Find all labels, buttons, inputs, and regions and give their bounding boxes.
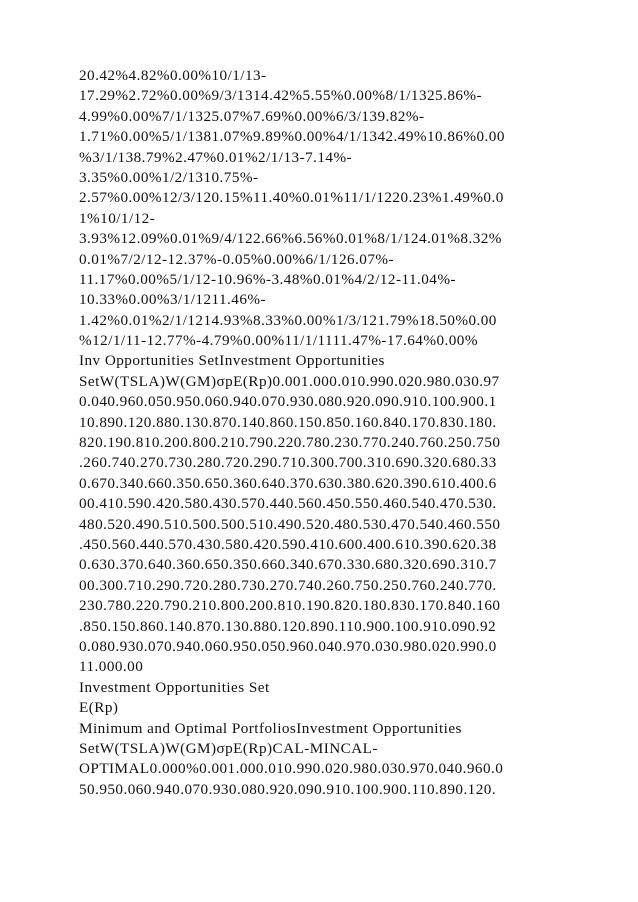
text-line: 0.01%7/2/12-12.37%-0.05%0.00%6/1/126.07%-: [79, 250, 394, 268]
text-line: 10.890.120.880.130.870.140.860.150.850.160.840.170.830.180.: [79, 413, 497, 431]
text-line: 2.57%0.00%12/3/120.15%11.40%0.01%11/1/1220.23%1.49%0.0: [79, 189, 504, 207]
text-line: .850.150.860.140.870.130.880.120.890.110.900.100.910.090.92: [79, 617, 497, 635]
text-line: 0.630.370.640.360.650.350.660.340.670.330.680.320.690.310.7: [79, 556, 497, 574]
text-line: 1.71%0.00%5/1/1381.07%9.89%0.00%4/1/1342.49%10.86%0.00: [79, 128, 505, 146]
text-line: 820.190.810.200.800.210.790.220.780.230.770.240.760.250.750: [79, 434, 501, 452]
text-line: 11.000.00: [79, 658, 144, 676]
section-heading: Minimum and Optimal PortfoliosInvestment Opportunities: [79, 719, 462, 737]
text-line: SetW(TSLA)W(GM)σpE(Rp)CAL-MINCAL-: [79, 739, 378, 757]
text-line: 10.33%0.00%3/1/1211.46%-: [79, 291, 266, 309]
section-heading: Investment Opportunities Set: [79, 678, 270, 696]
text-line: 4.99%0.00%7/1/1325.07%7.69%0.00%6/3/139.82%-: [79, 107, 425, 125]
text-line: 3.93%12.09%0.01%9/4/122.66%6.56%0.01%8/1/124.01%8.32%: [79, 230, 502, 248]
text-line: 1.42%0.01%2/1/1214.93%8.33%0.00%1/3/121.79%18.50%0.00: [79, 311, 497, 329]
text-line: 230.780.220.790.210.800.200.810.190.820.180.830.170.840.160: [79, 597, 501, 615]
text-line: 00.410.590.420.580.430.570.440.560.450.550.460.540.470.530.: [79, 495, 497, 513]
text-line: .450.560.440.570.430.580.420.590.410.600.400.610.390.620.38: [79, 535, 497, 553]
text-line: 20.42%4.82%0.00%10/1/13-: [79, 67, 267, 84]
text-line: OPTIMAL0.000%0.001.000.010.990.020.980.030.970.040.960.0: [79, 760, 504, 778]
text-line: 0.080.930.070.940.060.950.050.960.040.970.030.980.020.990.0: [79, 637, 497, 655]
text-line: SetW(TSLA)W(GM)σpE(Rp)0.001.000.010.990.020.980.030.97: [79, 372, 500, 390]
text-line: 480.520.490.510.500.500.510.490.520.480.530.470.540.460.550: [79, 515, 501, 533]
text-line: E(Rp): [79, 699, 119, 717]
text-line: 0.040.960.050.950.060.940.070.930.080.920.090.910.100.900.1: [79, 393, 497, 411]
text-line: 1%10/1/12-: [79, 209, 156, 227]
document-text: [79, 66, 569, 800]
text-line: %12/1/11-12.77%-4.79%0.00%11/1/1111.47%-17.64%0.00%: [79, 332, 478, 350]
text-line: 17.29%2.72%0.00%9/3/1314.42%5.55%0.00%8/1/1325.86%-: [79, 87, 483, 105]
text-line: .260.740.270.730.280.720.290.710.300.700.310.690.320.680.33: [79, 454, 497, 472]
text-line: 0.670.340.660.350.650.360.640.370.630.380.620.390.610.400.6: [79, 474, 497, 492]
text-line: 3.35%0.00%1/2/1310.75%-: [79, 168, 259, 186]
text-line: %3/1/138.79%2.47%0.01%2/1/13-7.14%-: [79, 148, 353, 166]
text-line: 50.950.060.940.070.930.080.920.090.910.100.900.110.890.120.: [79, 780, 497, 798]
section-heading: Inv Opportunities SetInvestment Opportunities: [79, 352, 385, 370]
text-line: 11.17%0.00%5/1/12-10.96%-3.48%0.01%4/2/12-11.04%-: [79, 270, 456, 288]
text-line: 00.300.710.290.720.280.730.270.740.260.750.250.760.240.770.: [79, 576, 497, 594]
